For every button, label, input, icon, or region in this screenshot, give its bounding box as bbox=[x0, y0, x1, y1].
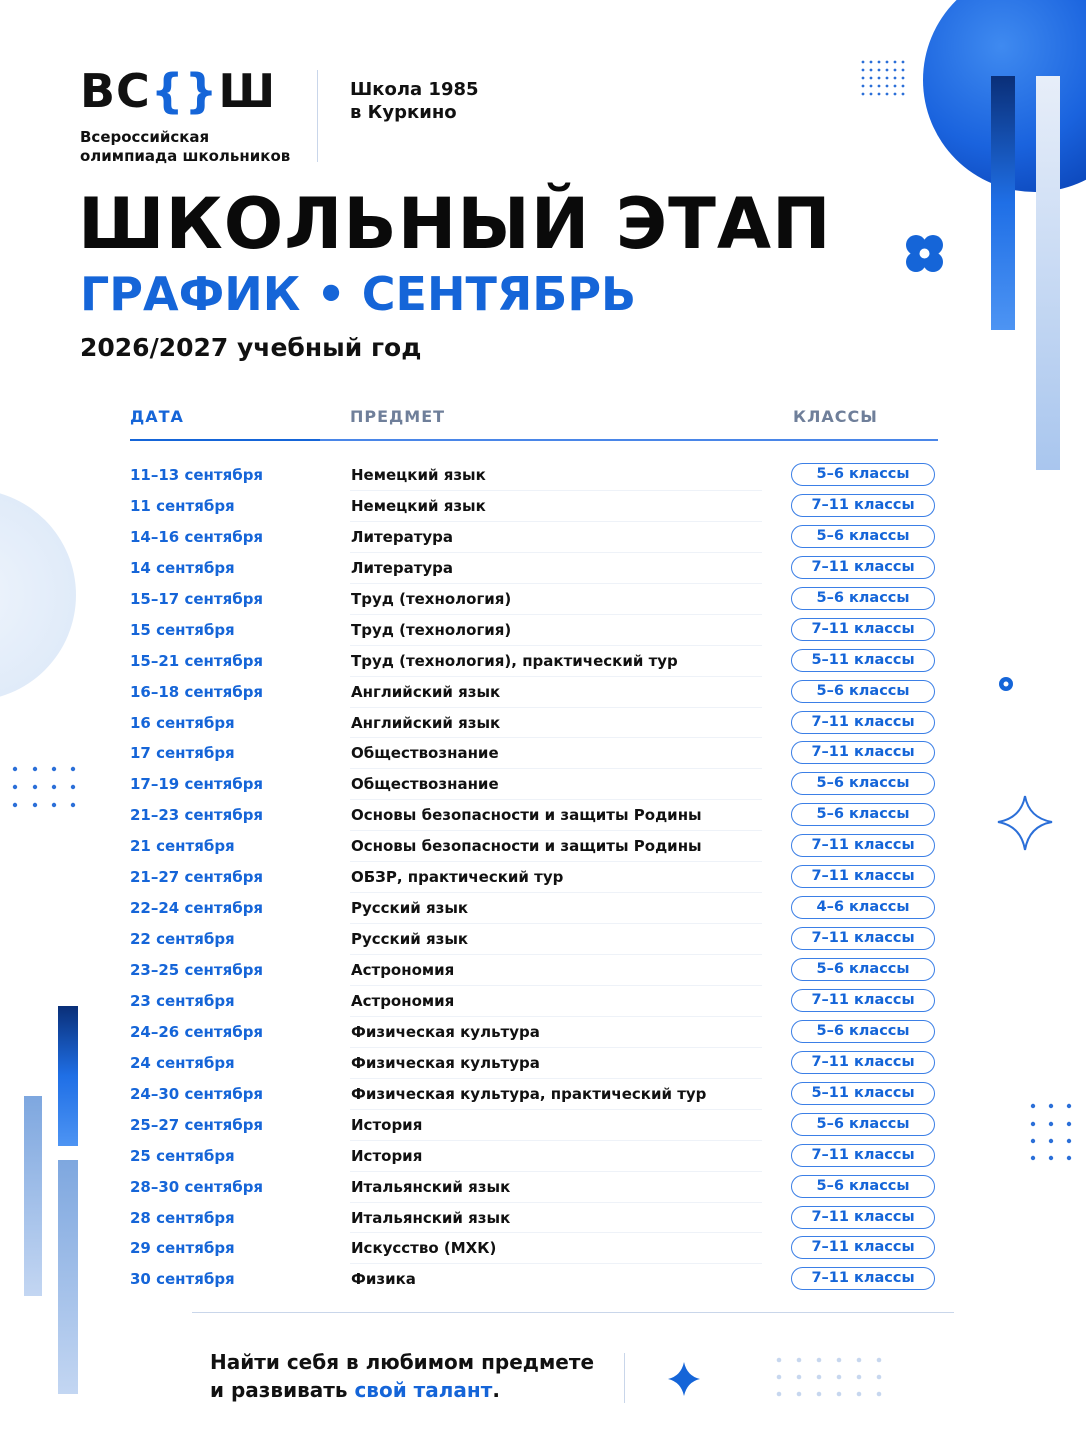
table-row bbox=[130, 831, 938, 862]
classes-badge: 7–11 классы bbox=[791, 618, 935, 641]
row-date: 11 сентября bbox=[130, 496, 235, 515]
table-row bbox=[130, 1141, 938, 1172]
classes-badge: 7–11 классы bbox=[791, 989, 935, 1012]
classes-badge: 5–6 классы bbox=[791, 525, 935, 548]
table-row bbox=[130, 986, 938, 1017]
table-row bbox=[130, 1110, 938, 1141]
row-date: 21–27 сентября bbox=[130, 868, 264, 887]
row-subject: История bbox=[351, 1115, 423, 1134]
classes-badge: 5–11 классы bbox=[791, 1082, 935, 1105]
light-bar-decoration bbox=[58, 1160, 78, 1394]
sparkle-icon bbox=[668, 1362, 700, 1396]
row-subject: Физическая культура, практический тур bbox=[351, 1084, 707, 1103]
row-date: 21 сентября bbox=[130, 837, 235, 856]
schedule-table-body bbox=[130, 460, 938, 1295]
row-date: 15–21 сентября bbox=[130, 651, 264, 670]
row-subject: ОБЗР, практический тур bbox=[351, 868, 564, 887]
row-subject: Литература bbox=[351, 558, 454, 577]
table-row bbox=[130, 615, 938, 646]
row-date: 23 сентября bbox=[130, 991, 235, 1010]
footer-slogan-line1: Найти себя в любимом предмете bbox=[210, 1350, 595, 1374]
footer-divider bbox=[192, 1312, 954, 1313]
row-date: 28 сентября bbox=[130, 1208, 235, 1227]
footer-slogan-line2 bbox=[210, 1376, 594, 1404]
row-date: 25 сентября bbox=[130, 1146, 235, 1165]
classes-badge: 5–6 классы bbox=[791, 803, 935, 826]
table-row bbox=[130, 708, 938, 739]
dot-grid-decoration bbox=[13, 767, 75, 807]
classes-badge: 5–6 классы bbox=[791, 1020, 935, 1043]
row-subject: Русский язык bbox=[351, 899, 469, 918]
row-date: 17 сентября bbox=[130, 744, 235, 763]
table-row bbox=[130, 1233, 938, 1264]
classes-badge: 7–11 классы bbox=[791, 556, 935, 579]
row-subject: Немецкий язык bbox=[351, 466, 486, 484]
row-subject: Труд (технология) bbox=[351, 620, 512, 639]
classes-badge: 4–6 классы bbox=[791, 896, 935, 919]
sparkle-outline-icon bbox=[998, 796, 1052, 850]
classes-badge: 5–11 классы bbox=[791, 649, 935, 672]
row-date: 17–19 сентября bbox=[130, 775, 264, 794]
vsosh-logo bbox=[80, 66, 300, 166]
footer-slogan bbox=[210, 1348, 594, 1404]
row-subject: Физическая культура bbox=[351, 1022, 540, 1041]
classes-badge: 5–6 классы bbox=[791, 463, 935, 486]
row-date: 28–30 сентября bbox=[130, 1177, 264, 1196]
table-row bbox=[130, 1079, 938, 1110]
row-subject: Обществознание bbox=[351, 775, 499, 794]
table-row bbox=[130, 955, 938, 986]
table-row bbox=[130, 460, 938, 491]
row-date: 24–26 сентября bbox=[130, 1022, 264, 1041]
classes-badge: 5–6 классы bbox=[791, 1175, 935, 1198]
table-row bbox=[130, 491, 938, 522]
row-subject: Литература bbox=[351, 527, 454, 546]
flower-icon bbox=[906, 235, 943, 272]
school-name bbox=[350, 78, 479, 124]
header-divider bbox=[317, 70, 318, 162]
row-date: 21–23 сентября bbox=[130, 806, 264, 825]
academic-year: 2026/2027 учебный год bbox=[80, 333, 422, 362]
table-row bbox=[130, 800, 938, 831]
classes-badge: 7–11 классы bbox=[791, 1236, 935, 1259]
row-date: 29 сентября bbox=[130, 1239, 235, 1258]
dot-grid-decoration bbox=[1031, 1104, 1071, 1160]
row-date: 16–18 сентября bbox=[130, 682, 264, 701]
table-row bbox=[130, 1172, 938, 1203]
classes-badge: 5–6 классы bbox=[791, 680, 935, 703]
classes-badge: 7–11 классы bbox=[791, 741, 935, 764]
table-row bbox=[130, 893, 938, 924]
dot-grid-decoration bbox=[777, 1358, 882, 1397]
table-row bbox=[130, 1048, 938, 1079]
table-row bbox=[130, 553, 938, 584]
table-row bbox=[130, 584, 938, 615]
school-name-line2: в Куркино bbox=[350, 102, 457, 123]
row-date: 24–30 сентября bbox=[130, 1084, 264, 1103]
table-row bbox=[130, 522, 938, 553]
row-date: 24 сентября bbox=[130, 1053, 235, 1072]
row-subject: Астрономия bbox=[351, 961, 455, 979]
row-subject: Итальянский язык bbox=[351, 1208, 511, 1227]
logo-mark-left: ВС bbox=[80, 64, 151, 118]
footer-slogan-accent: свой талант bbox=[354, 1378, 493, 1402]
table-row bbox=[130, 1203, 938, 1234]
table-row bbox=[130, 862, 938, 893]
row-date: 11–13 сентября bbox=[130, 466, 264, 484]
row-subject: Итальянский язык bbox=[351, 1177, 511, 1196]
row-subject: Основы безопасности и защиты Родины bbox=[351, 806, 702, 825]
classes-badge: 5–6 классы bbox=[791, 587, 935, 610]
classes-badge: 7–11 классы bbox=[791, 494, 935, 517]
row-date: 22 сентября bbox=[130, 930, 235, 949]
classes-badge: 7–11 классы bbox=[791, 834, 935, 857]
row-date: 25–27 сентября bbox=[130, 1115, 264, 1134]
dot-grid-decoration bbox=[862, 61, 905, 96]
classes-badge: 5–6 классы bbox=[791, 958, 935, 981]
logo-braces-icon: {} bbox=[150, 64, 219, 118]
table-row bbox=[130, 769, 938, 800]
column-header-date: ДАТА bbox=[130, 407, 184, 426]
row-date: 30 сентября bbox=[130, 1270, 235, 1289]
row-subject: Труд (технология), практический тур bbox=[351, 651, 678, 670]
logo-subtitle-line1: Всероссийская bbox=[80, 128, 210, 146]
table-row bbox=[130, 677, 938, 708]
header-underline-accent bbox=[130, 439, 320, 441]
footer-slogan-suffix: . bbox=[492, 1378, 500, 1402]
row-subject: Английский язык bbox=[351, 713, 501, 732]
row-date: 23–25 сентября bbox=[130, 961, 264, 979]
row-subject: Астрономия bbox=[351, 991, 455, 1010]
classes-badge: 7–11 классы bbox=[791, 711, 935, 734]
row-date: 14 сентября bbox=[130, 558, 235, 577]
page-subtitle: ГРАФИК • СЕНТЯБРЬ bbox=[80, 267, 637, 321]
column-header-classes: КЛАССЫ bbox=[793, 407, 878, 426]
row-subject: Физика bbox=[351, 1270, 416, 1289]
row-subject: Русский язык bbox=[351, 930, 469, 949]
classes-badge: 5–6 классы bbox=[791, 1113, 935, 1136]
column-header-subject: ПРЕДМЕТ bbox=[350, 407, 446, 426]
classes-badge: 7–11 классы bbox=[791, 865, 935, 888]
light-bar-decoration bbox=[1036, 76, 1060, 470]
row-subject: Английский язык bbox=[351, 682, 501, 701]
classes-badge: 7–11 классы bbox=[791, 927, 935, 950]
pale-circle-decoration bbox=[0, 489, 76, 701]
footer-vertical-divider bbox=[624, 1353, 625, 1403]
classes-badge: 7–11 классы bbox=[791, 1051, 935, 1074]
table-row bbox=[130, 646, 938, 677]
logo-mark bbox=[80, 66, 300, 116]
row-subject: Искусство (МХК) bbox=[351, 1239, 497, 1258]
school-name-line1: Школа 1985 bbox=[350, 79, 479, 100]
row-subject: Обществознание bbox=[351, 744, 499, 763]
row-subject: Физическая культура bbox=[351, 1053, 540, 1072]
row-subject: Труд (технология) bbox=[351, 589, 512, 608]
row-date: 15 сентября bbox=[130, 620, 235, 639]
light-bar-decoration bbox=[24, 1096, 42, 1296]
logo-subtitle-line2: олимпиада школьников bbox=[80, 147, 291, 165]
row-date: 22–24 сентября bbox=[130, 899, 264, 918]
row-date: 14–16 сентября bbox=[130, 527, 264, 546]
table-row bbox=[130, 924, 938, 955]
row-subject: Основы безопасности и защиты Родины bbox=[351, 837, 702, 856]
row-subject: История bbox=[351, 1146, 423, 1165]
table-row bbox=[130, 738, 938, 769]
classes-badge: 7–11 классы bbox=[791, 1267, 935, 1290]
dark-bar-decoration bbox=[991, 76, 1015, 330]
table-row bbox=[130, 1264, 938, 1295]
page-title: ШКОЛЬНЫЙ ЭТАП bbox=[78, 183, 832, 265]
row-date: 15–17 сентября bbox=[130, 589, 264, 608]
classes-badge: 5–6 классы bbox=[791, 772, 935, 795]
table-row bbox=[130, 1017, 938, 1048]
classes-badge: 7–11 классы bbox=[791, 1144, 935, 1167]
dark-bar-decoration bbox=[58, 1006, 78, 1146]
schedule-table-header bbox=[130, 404, 938, 442]
logo-subtitle bbox=[80, 128, 300, 166]
footer-slogan-prefix: и развивать bbox=[210, 1378, 355, 1402]
row-date: 16 сентября bbox=[130, 713, 235, 732]
row-subject: Немецкий язык bbox=[351, 496, 486, 515]
classes-badge: 7–11 классы bbox=[791, 1206, 935, 1229]
logo-mark-right: Ш bbox=[218, 64, 277, 118]
